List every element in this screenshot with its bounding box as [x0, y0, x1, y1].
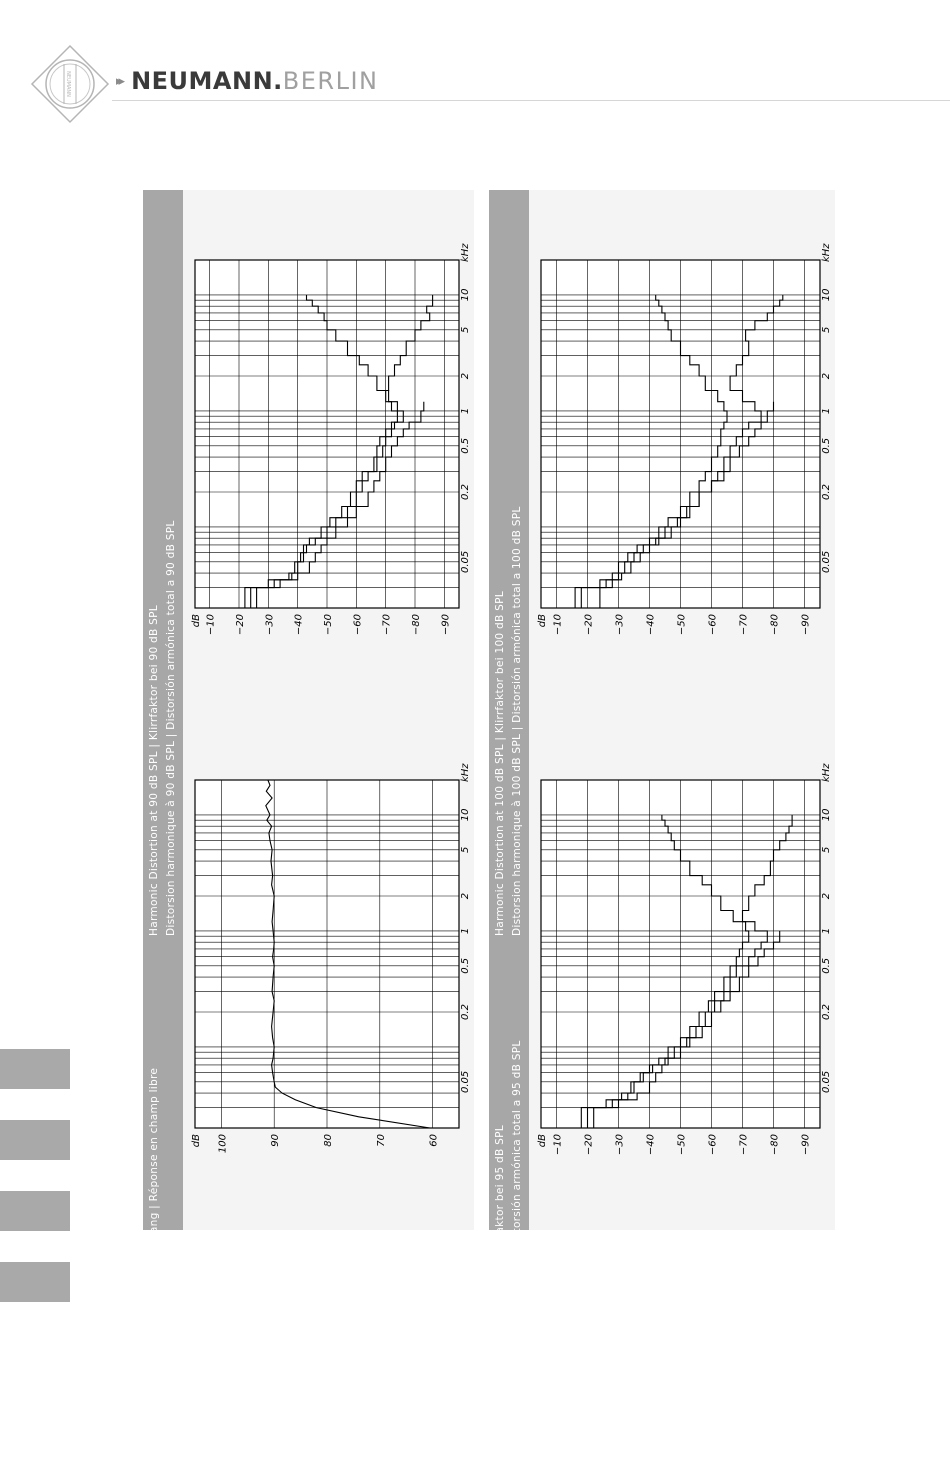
- x-axis-label: kHz: [460, 243, 471, 262]
- chart-free-field-response: [183, 710, 474, 1230]
- x-tick-label: 0.5: [821, 437, 832, 454]
- brand-arrows-icon: ▸▸: [116, 73, 122, 89]
- y-axis-label: dB: [537, 1134, 548, 1148]
- panel-title-line2: Respuesta en frecuencia en campo libre: [165, 1233, 177, 1456]
- y-axis-label: dB: [191, 1134, 202, 1148]
- y-tick-label: −20: [583, 614, 595, 636]
- panel-title-line2: Distorsion harmonique à 100 dB SPL | Distorsión armónica total a 100 dB SPL: [511, 506, 523, 936]
- panel-title-strip: [489, 190, 529, 936]
- panel-title-line1: Harmonic Distortion at 95 dB SPL | Klirrfaktor bei 95 dB SPL: [494, 1125, 506, 1456]
- panel-title-line2: Distorsion harmonique à 95 dB SPL | Distorsión armónica total a 95 dB SPL: [511, 1040, 523, 1456]
- y-tick-label: −90: [800, 1134, 812, 1156]
- x-tick-label: 0.05: [460, 550, 471, 573]
- y-tick-label: −80: [411, 614, 422, 636]
- y-axis-label: dB: [537, 614, 548, 628]
- y-tick-label: −60: [707, 614, 719, 636]
- panel-distortion-100: [489, 190, 835, 936]
- neumann-logo: [30, 44, 110, 124]
- y-tick-label: −10: [552, 614, 564, 636]
- y-tick-label: −10: [552, 1134, 564, 1156]
- x-tick-label: 5: [460, 326, 471, 334]
- x-tick-label: 2: [460, 372, 471, 380]
- chart-distortion-95: [529, 710, 835, 1230]
- x-tick-label: 10: [460, 808, 471, 822]
- y-tick-label: −30: [614, 614, 626, 636]
- y-tick-label: −90: [800, 614, 812, 636]
- y-tick-label: −40: [645, 1134, 657, 1156]
- brand-name-light: BERLIN: [282, 67, 379, 95]
- x-tick-label: 0.05: [821, 550, 832, 573]
- x-tick-label: 10: [821, 288, 832, 302]
- x-axis-label: kHz: [821, 243, 832, 262]
- y-tick-label: −10: [205, 614, 217, 636]
- y-tick-label: −70: [381, 614, 393, 636]
- x-tick-label: 0.2: [460, 1004, 471, 1020]
- y-tick-label: −20: [583, 1134, 595, 1156]
- y-tick-label: −50: [676, 1134, 688, 1156]
- panel-free-field: [143, 710, 474, 1456]
- panel-title-line1: Harmonic Distortion at 100 dB SPL | Klirrfaktor bei 100 dB SPL: [494, 591, 506, 936]
- panel-distortion-95: [489, 710, 835, 1456]
- y-tick-label: −90: [440, 614, 452, 636]
- side-tab-4: [0, 1262, 70, 1302]
- x-tick-label: 0.2: [460, 484, 471, 500]
- panel-title-line1: Harmonic Distortion at 90 dB SPL | Klirrfaktor bei 90 dB SPL: [148, 605, 160, 936]
- y-tick-label: −80: [769, 1134, 781, 1156]
- x-tick-label: 5: [821, 846, 832, 854]
- x-tick-label: 0.2: [821, 484, 832, 500]
- y-tick-label: −70: [738, 614, 750, 636]
- y-tick-label: −40: [293, 614, 305, 636]
- x-tick-label: 1: [460, 407, 471, 415]
- x-tick-label: 0.05: [821, 1070, 832, 1093]
- y-tick-label: −50: [676, 614, 688, 636]
- y-tick-label: −50: [323, 614, 334, 636]
- y-tick-label: −60: [707, 1134, 719, 1156]
- panel-distortion-90: [143, 190, 474, 936]
- x-tick-label: 1: [460, 927, 471, 935]
- x-tick-label: 10: [821, 808, 832, 822]
- x-tick-label: 2: [821, 372, 832, 380]
- x-axis-label: kHz: [460, 763, 471, 782]
- x-tick-label: 0.5: [460, 437, 471, 454]
- y-tick-label: 70: [375, 1134, 387, 1147]
- x-tick-label: 2: [821, 892, 832, 900]
- y-tick-label: −30: [264, 614, 276, 636]
- y-tick-label: 60: [428, 1134, 440, 1147]
- side-tab-3: [0, 1191, 70, 1231]
- x-tick-label: 5: [821, 326, 832, 334]
- y-tick-label: −40: [645, 614, 657, 636]
- x-tick-label: 1: [821, 927, 832, 935]
- y-tick-label: 80: [323, 1134, 334, 1147]
- chart-distortion-100: [529, 190, 835, 710]
- y-axis-label: dB: [191, 614, 202, 628]
- logo-text: NEUMANN: [65, 71, 71, 97]
- y-tick-label: −30: [614, 1134, 626, 1156]
- brand-name-bold: NEUMANN.: [131, 67, 283, 95]
- chart-distortion-90: [183, 190, 474, 710]
- header-divider: [112, 100, 950, 101]
- x-tick-label: 0.05: [460, 1070, 471, 1093]
- y-tick-label: 100: [217, 1134, 229, 1154]
- side-tab-1: [0, 1049, 70, 1089]
- x-tick-label: 5: [460, 846, 471, 854]
- y-tick-label: −20: [235, 614, 246, 636]
- y-tick-label: −60: [352, 614, 364, 636]
- x-tick-label: 0.5: [821, 957, 832, 974]
- x-tick-label: 2: [460, 892, 471, 900]
- panel-title-line2: Distorsion harmonique à 90 dB SPL | Distorsión armónica total a 90 dB SPL: [165, 520, 177, 936]
- panel-title-strip: [143, 190, 183, 936]
- x-axis-label: kHz: [821, 763, 832, 782]
- x-tick-label: 0.2: [821, 1004, 832, 1020]
- x-tick-label: 1: [821, 407, 832, 415]
- y-tick-label: −80: [769, 614, 781, 636]
- y-tick-label: −70: [738, 1134, 750, 1156]
- side-tab-2: [0, 1120, 70, 1160]
- x-tick-label: 10: [460, 288, 471, 302]
- y-tick-label: 90: [270, 1134, 282, 1147]
- panel-title-line1: Free-Field Response | Freifeld-Frequenzgang | Réponse en champ libre: [148, 1067, 160, 1456]
- x-tick-label: 0.5: [460, 957, 471, 974]
